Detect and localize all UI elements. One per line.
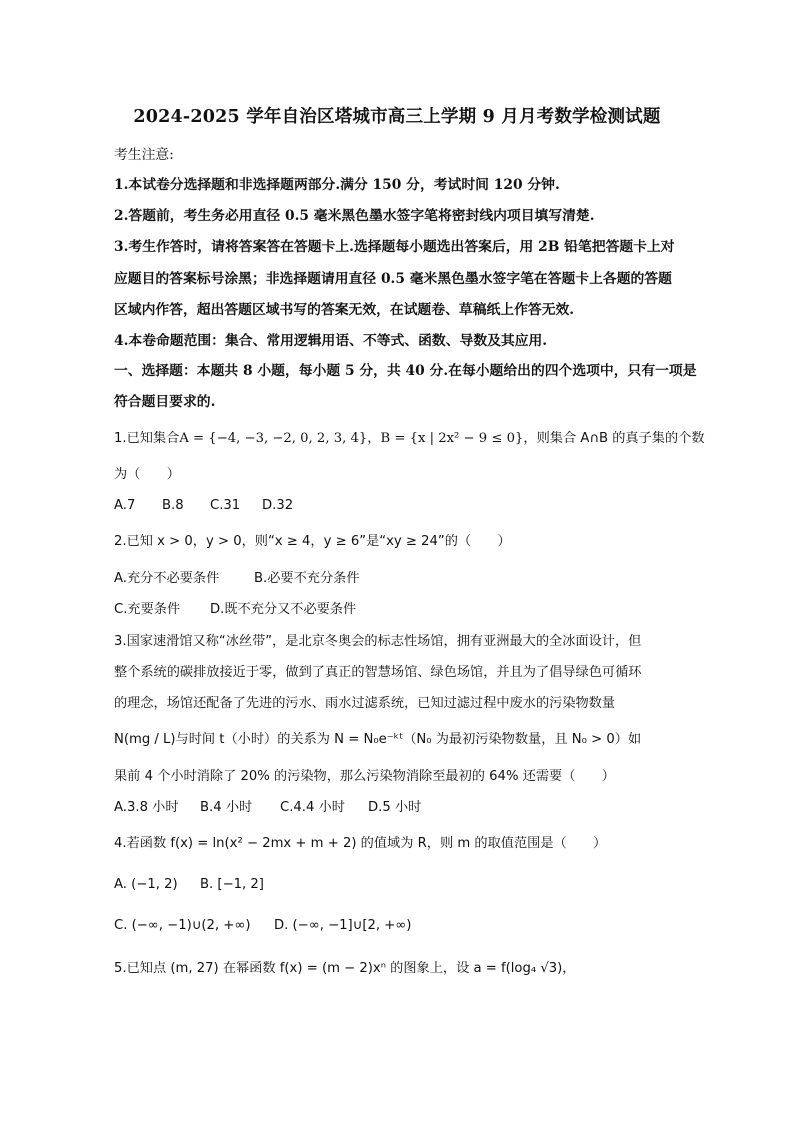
question-1-line1 (114, 430, 705, 448)
notice-heading: 考生注意: (114, 147, 174, 163)
question-3-line3: 的理念，场馆还配备了先进的污水、雨水过滤系统，已知过滤过程中废水的污染物数量 (114, 696, 616, 711)
question-1-line2: 为（ ） (114, 467, 180, 482)
notice-item-3a: 3.考生作答时，请将答案答在答题卡上.选择题每小题选出答案后，用 2B 铅笔把答题卡上对 (114, 239, 675, 255)
q4-option-b: B. [−1, 2] (200, 877, 264, 892)
question-2-stem: 2.已知 x > 0，y > 0，则“x ≥ 4，y ≥ 6”是“xy ≥ 24”的（ ） (114, 534, 511, 549)
notice-item-4: 4.本卷命题范围：集合、常用逻辑用语、不等式、函数、导数及其应用. (114, 333, 548, 349)
q3-option-c: C.4.4 小时 (280, 800, 345, 815)
q2-option-c: C.充要条件 (114, 602, 181, 617)
exam-title: 2024-2025 学年自治区塔城市高三上学期 9 月月考数学检测试题 (133, 107, 661, 127)
question-1-options (114, 497, 293, 515)
question-3-line4: N(mg / L)与时间 t（小时）的关系为 N = N₀e⁻ᵏᵗ（N₀ 为最初污染物数量，且 N₀ > 0）如 (114, 732, 642, 747)
q1-option-b: B.8 (162, 498, 184, 513)
q3-option-b: B.4 小时 (200, 800, 253, 815)
question-3-options (114, 799, 421, 817)
q1-option-d: D.32 (262, 498, 294, 513)
q1-option-c: C.31 (210, 498, 241, 513)
question-5-stem: 5.已知点 (m, 27) 在幂函数 f(x) = (m − 2)xⁿ 的图象上，设 a = f(log₄ √3)， (114, 961, 576, 976)
notice-item-1: 1.本试卷分选择题和非选择题两部分.满分 150 分，考试时间 120 分钟. (114, 177, 560, 193)
q1-prefix: 1.已知集合 (114, 431, 180, 446)
q4-option-a: A. (−1, 2) (114, 877, 178, 892)
section-heading-line2: 符合题目要求的. (114, 394, 216, 410)
question-4-options-row2 (114, 917, 411, 935)
notice-item-2: 2.答题前，考生务必用直径 0.5 毫米黑色墨水签字笔将密封线内项目填写清楚. (114, 208, 595, 224)
q3-option-a: A.3.8 小时 (114, 800, 179, 815)
notice-item-3b: 应题目的答案标号涂黑；非选择题请用直径 0.5 毫米黑色墨水签字笔在答题卡上各题的答题 (114, 271, 672, 287)
q4-option-c: C. (−∞, −1)∪(2, +∞) (114, 918, 251, 933)
q3-option-d: D.5 小时 (368, 800, 422, 815)
q1-set-b: B = {x | 2x² − 9 ≤ 0} (380, 431, 524, 446)
question-2-options-row2 (114, 601, 356, 619)
q2-option-b: B.必要不充分条件 (254, 571, 360, 586)
q4-option-d: D. (−∞, −1]∪[2, +∞) (274, 918, 412, 933)
question-4-options-row1 (114, 876, 264, 894)
question-2-options-row1 (114, 570, 360, 588)
q1-set-a: A = {−4, −3, −2, 0, 2, 3, 4} (179, 431, 368, 446)
section-heading-line1: 一、选择题：本题共 8 小题，每小题 5 分，共 40 分.在每小题给出的四个选项中，只有一项是 (114, 363, 697, 379)
question-3-line1: 3.国家速滑馆又称“冰丝带”，是北京冬奥会的标志性场馆，拥有亚洲最大的全冰面设计，但 (114, 634, 642, 649)
q1-suffix: ，则集合 A∩B 的真子集的个数 (523, 431, 705, 446)
notice-item-3c: 区域内作答，超出答题区域书写的答案无效，在试题卷、草稿纸上作答无效. (114, 302, 575, 318)
question-3-line2: 整个系统的碳排放接近于零，做到了真正的智慧场馆、绿色场馆，并且为了倡导绿色可循环 (114, 665, 642, 680)
question-4-stem: 4.若函数 f(x) = ln(x² − 2mx + m + 2) 的值域为 R，则 m 的取值范围是（ ） (114, 836, 607, 851)
q2-option-d: D.既不充分又不必要条件 (210, 602, 357, 617)
question-3-line5: 果前 4 个小时消除了 20% 的污染物，那么污染物消除至最初的 64% 还需要（ ） (114, 769, 615, 784)
q1-sep: ， (367, 431, 381, 446)
q1-option-a: A.7 (114, 498, 136, 513)
q2-option-a: A.充分不必要条件 (114, 571, 220, 586)
